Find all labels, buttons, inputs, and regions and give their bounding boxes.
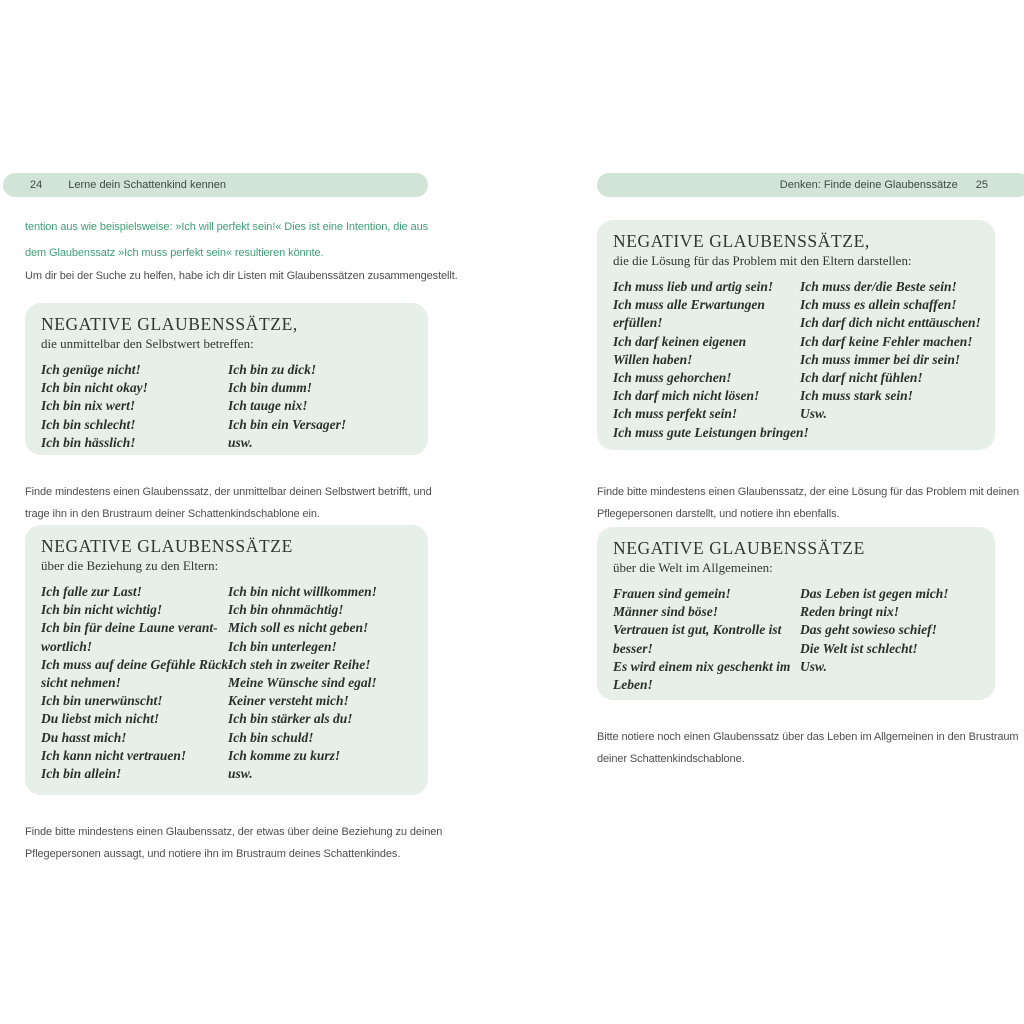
- belief-item: Ich bin ohnmächtig!: [228, 602, 344, 618]
- belief-item: Du liebst mich nicht!: [41, 711, 160, 727]
- belief-item: Ich bin nix wert!: [41, 398, 136, 414]
- text-line: Um dir bei der Suche zu helfen, habe ich dir Listen mit Glaubenssätzen zusammengestellt.: [25, 270, 458, 282]
- text-line: trage ihn in den Brustraum deiner Schattenkindschablone ein.: [25, 507, 320, 520]
- page-header-bar-right: [597, 173, 1024, 197]
- text-line: Finde mindestens einen Glaubenssatz, der unmittelbar deinen Selbstwert betrifft, und: [25, 486, 432, 498]
- belief-item: wortlich!: [41, 638, 93, 654]
- belief-column-right: [800, 585, 979, 694]
- belief-item: Reden bringt nix!: [800, 604, 900, 620]
- text-line: Finde bitte mindestens einen Glaubenssatz, der eine Lösung für das Problem mit deinen: [597, 486, 1019, 498]
- belief-columns: [613, 585, 979, 694]
- belief-columns: [41, 583, 412, 783]
- belief-item: Ich bin unterlegen!: [228, 638, 337, 654]
- box-title: NEGATIVE GLAUBENSSÄTZE,: [613, 231, 870, 251]
- belief-item: Ich bin allein!: [41, 766, 122, 782]
- instruction-paragraph-selbstwert: [25, 482, 432, 525]
- belief-column-left: [613, 585, 800, 694]
- belief-item: Ich darf keine Fehler machen!: [800, 333, 973, 349]
- belief-item: Ich bin ein Versager!: [228, 416, 347, 432]
- text-line: deiner Schattenkindschablone.: [597, 752, 745, 765]
- belief-item: Mich soll es nicht geben!: [228, 620, 369, 636]
- belief-item: Ich muss gute Leistungen bringen!: [613, 424, 809, 440]
- belief-item: Die Welt ist schlecht!: [800, 640, 918, 656]
- belief-column-left: [41, 583, 233, 783]
- belief-item: Ich bin nicht wichtig!: [41, 602, 163, 618]
- instruction-paragraph-eltern: [25, 822, 443, 865]
- belief-item: Ich bin dumm!: [228, 380, 313, 396]
- instruction-paragraph-welt: [597, 727, 1019, 770]
- belief-item: Keiner versteht mich!: [228, 693, 349, 709]
- box-title: NEGATIVE GLAUBENSSÄTZE,: [41, 314, 298, 334]
- belief-item: Ich bin schuld!: [228, 729, 314, 745]
- belief-item: Es wird einem nix geschenkt im: [613, 658, 791, 674]
- belief-item: Vertrauen ist gut, Kontrolle ist: [613, 622, 782, 638]
- belief-item: besser!: [613, 640, 653, 656]
- beliefs-box-welt: [597, 527, 995, 700]
- box-title: NEGATIVE GLAUBENSSÄTZE: [41, 536, 293, 556]
- belief-item: Ich darf mich nicht lösen!: [613, 388, 760, 404]
- belief-item: Ich komme zu kurz!: [228, 747, 341, 763]
- belief-item: Ich darf nicht fühlen!: [800, 370, 923, 386]
- belief-column-left: [41, 361, 228, 452]
- belief-item: Ich muss lieb und artig sein!: [613, 279, 774, 294]
- belief-column-left: [613, 278, 809, 442]
- belief-item: Ich bin nicht willkommen!: [228, 584, 377, 599]
- belief-item: Usw.: [800, 658, 827, 674]
- belief-column-right: [228, 361, 412, 452]
- belief-item: Ich darf keinen eigenen: [613, 333, 747, 349]
- intro-highlight-text: [25, 214, 428, 266]
- belief-columns: [41, 361, 412, 452]
- text-line: Pflegepersonen aussagt, und notiere ihn im Brustraum deines Schattenkindes.: [25, 847, 401, 860]
- belief-item: Ich muss der/die Beste sein!: [800, 279, 957, 294]
- beliefs-box-selbstwert: [25, 303, 428, 455]
- belief-item: Ich darf dich nicht enttäuschen!: [800, 315, 981, 331]
- belief-item: Ich muss perfekt sein!: [613, 406, 738, 422]
- belief-item: usw.: [228, 766, 253, 782]
- text-line: Finde bitte mindestens einen Glaubenssatz, der etwas über deine Beziehung zu deinen: [25, 826, 443, 838]
- instruction-paragraph-loesung: [597, 482, 1019, 525]
- belief-item: Ich bin zu dick!: [228, 362, 317, 377]
- belief-item: Ich kann nicht vertrauen!: [41, 747, 187, 763]
- belief-item: Ich muss es allein schaffen!: [800, 297, 957, 313]
- belief-item: Willen haben!: [613, 351, 693, 367]
- text-line: Pflegepersonen darstellt, und notiere ihn ebenfalls.: [597, 507, 840, 520]
- belief-item: Ich bin nicht okay!: [41, 380, 148, 396]
- belief-item: Ich muss alle Erwartungen: [613, 297, 765, 313]
- box-subtitle: über die Welt im Allgemeinen:: [613, 560, 773, 575]
- text-line: Bitte notiere noch einen Glaubenssatz über das Leben im Allgemeinen in den Brustraum: [597, 731, 1019, 743]
- belief-column-right: [800, 278, 981, 442]
- page-number: 25: [975, 179, 988, 191]
- belief-item: Du hasst mich!: [41, 729, 127, 745]
- belief-item: Ich muss auf deine Gefühle Rück-: [41, 656, 233, 672]
- belief-item: Leben!: [613, 677, 653, 693]
- chapter-title: Denken: Finde deine Glaubenssätze: [779, 179, 958, 191]
- box-subtitle: über die Beziehung zu den Eltern:: [41, 558, 219, 573]
- belief-item: usw.: [228, 434, 253, 450]
- box-title: NEGATIVE GLAUBENSSÄTZE: [613, 538, 865, 558]
- box-subtitle: die unmittelbar den Selbstwert betreffen:: [41, 336, 254, 351]
- belief-item: Ich muss stark sein!: [800, 388, 913, 404]
- text-line: tention aus wie beispielsweise: »Ich will perfekt sein!« Dies ist eine Intention, die aus: [25, 221, 428, 233]
- belief-item: Frauen sind gemein!: [613, 586, 731, 601]
- belief-item: sicht nehmen!: [41, 675, 121, 691]
- belief-item: Das Leben ist gegen mich!: [800, 586, 949, 601]
- belief-item: Ich steh in zweiter Reihe!: [228, 656, 371, 672]
- belief-item: Ich tauge nix!: [228, 398, 308, 414]
- beliefs-box-loesung: [597, 220, 995, 450]
- page-number: 24: [30, 179, 43, 191]
- belief-item: Ich genüge nicht!: [41, 362, 141, 377]
- belief-columns: [613, 278, 979, 442]
- belief-item: Das geht sowieso schief!: [800, 622, 937, 638]
- beliefs-box-eltern: [25, 525, 428, 795]
- belief-item: Ich bin stärker als du!: [228, 711, 353, 727]
- belief-item: Ich bin schlecht!: [41, 416, 136, 432]
- page-header-bar-left: [3, 173, 428, 197]
- belief-item: Ich muss immer bei dir sein!: [800, 351, 961, 367]
- belief-item: Männer sind böse!: [613, 604, 719, 620]
- belief-item: Usw.: [800, 406, 827, 422]
- belief-column-right: [228, 583, 412, 783]
- belief-item: Ich bin für deine Laune verant-: [41, 620, 218, 636]
- belief-item: Meine Wünsche sind egal!: [228, 675, 377, 691]
- belief-item: Ich bin unerwünscht!: [41, 693, 163, 709]
- text-line: dem Glaubenssatz »Ich muss perfekt sein« resultieren könnte.: [25, 247, 324, 259]
- belief-item: Ich muss gehorchen!: [613, 370, 732, 386]
- belief-item: erfüllen!: [613, 315, 663, 331]
- belief-item: Ich bin hässlich!: [41, 434, 136, 450]
- box-subtitle: die die Lösung für das Problem mit den Eltern darstellen:: [613, 253, 912, 268]
- intro-text: [25, 266, 458, 288]
- chapter-title: Lerne dein Schattenkind kennen: [68, 179, 227, 191]
- belief-item: Ich falle zur Last!: [41, 584, 142, 599]
